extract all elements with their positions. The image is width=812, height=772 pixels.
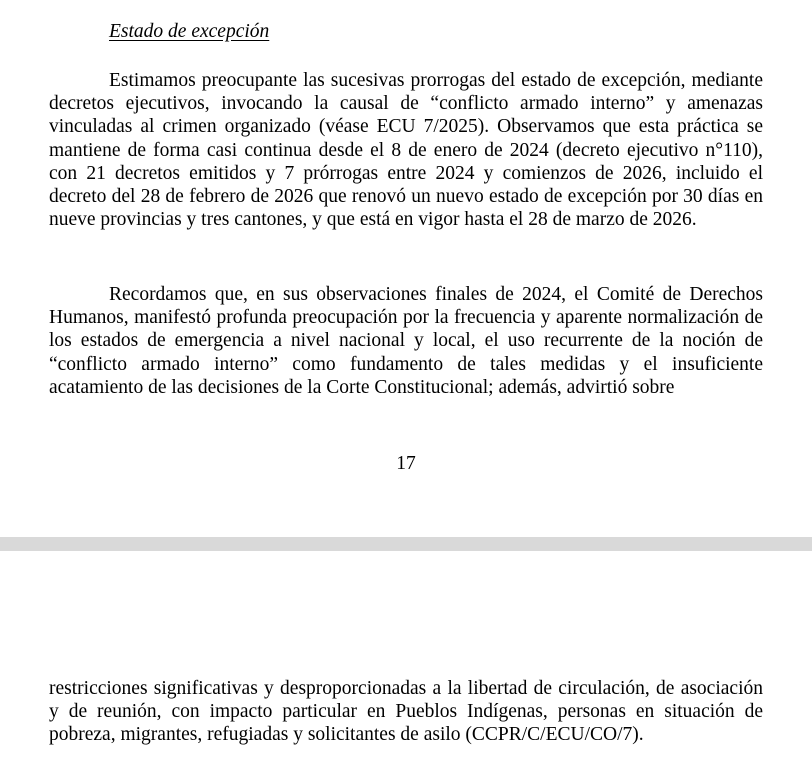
page-separator bbox=[0, 537, 812, 551]
section-heading: Estado de excepción bbox=[109, 21, 270, 42]
paragraph-estimamos: Estimamos preocupante las sucesivas prorrogas del estado de excepción, mediante decretos ejecutivos, invocando la causal de “conflicto armado interno” y amenazas vinculadas al crimen organizado (véase ECU 7/2025). Observamos que esta práctica se mantiene de forma casi continua desde el 8 de enero de 2024 (decreto ejecutivo n°110), con 21 decretos emitidos y 7 prórrogas entre 2024 y comienzos de 2026, incluido el decreto del 28 de febrero de 2026 que renovó un nuevo estado de excepción por 30 días en nueve provincias y tres cantones, y que está en vigor hasta el 28 de marzo de 2026. bbox=[49, 70, 763, 231]
page-number: 17 bbox=[396, 453, 416, 474]
paragraph-recordamos: Recordamos que, en sus observaciones finales de 2024, el Comité de Derechos Humanos, manifestó profunda preocupación por la frecuencia y aparente normalización de los estados de emergencia a nivel nacional y local, el uso recurrente de la noción de “conflicto armado interno” como fundamento de tales medidas y el insuficiente acatamiento de las decisiones de la Corte Constitucional; además, advirtió sobre bbox=[49, 284, 763, 398]
document-page-18 bbox=[0, 551, 812, 772]
paragraph-continued: restricciones significativas y desproporcionadas a la libertad de circulación, de asociación y de reunión, con impacto particular en Pueblos Indígenas, personas en situación de pobreza, migrantes, refugiadas y solicitantes de asilo (CCPR/C/ECU/CO/7). bbox=[49, 678, 763, 746]
